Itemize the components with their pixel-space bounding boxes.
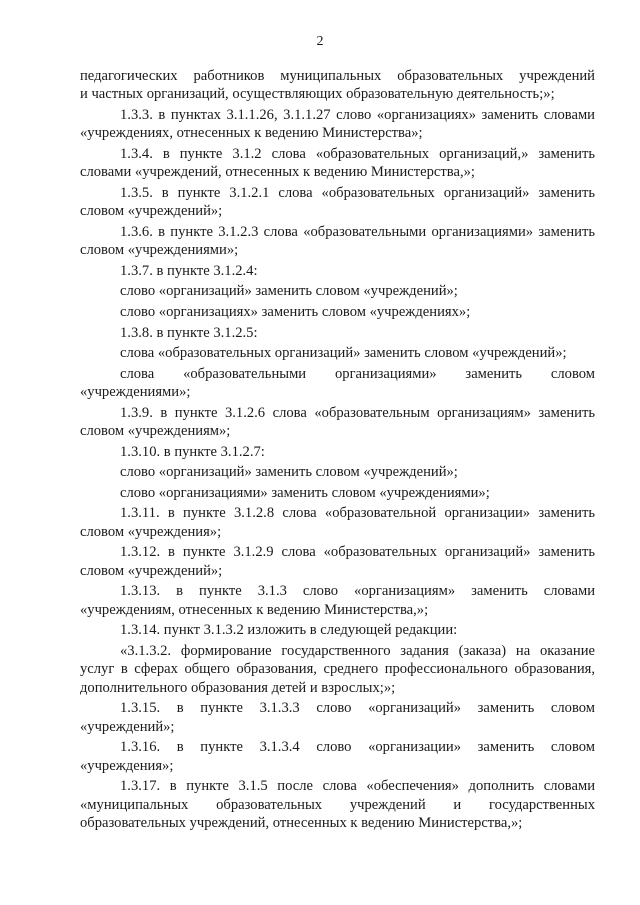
text-line: словом «учреждений»;: [80, 203, 223, 220]
text-line: 1.3.11. в пункте 3.1.2.8 слова «образовательной организации» заменить: [120, 505, 595, 522]
text-line: словом «учреждения»;: [80, 523, 222, 540]
text-line: 1.3.7. в пункте 3.1.2.4:: [120, 262, 258, 279]
text-line: 1.3.12. в пункте 3.1.2.9 слова «образовательных организаций» заменить: [120, 544, 595, 561]
text-line: 1.3.10. в пункте 3.1.2.7:: [120, 443, 265, 460]
text-line: «учреждениями»;: [80, 384, 191, 401]
text-line: «3.1.3.2. формирование государственного задания (заказа) на оказание: [120, 642, 595, 659]
text-line: 1.3.17. в пункте 3.1.5 после слова «обеспечения» дополнить словами: [120, 778, 595, 795]
text-line: образовательных учреждений, отнесенных к ведению Министерства,»;: [80, 814, 523, 831]
text-line: словом «учреждениями»;: [80, 242, 239, 259]
text-line: слово «организациями» заменить словом «учреждениями»;: [120, 484, 490, 501]
text-line: 1.3.5. в пункте 3.1.2.1 слова «образовательных организаций» заменить: [120, 184, 595, 201]
text-line: и частных организаций, осуществляющих образовательную деятельность;»;: [80, 86, 555, 103]
text-line: «учреждениям, отнесенных к ведению Министерства,»;: [80, 601, 429, 618]
document-body: [80, 67, 595, 832]
text-line: слова «образовательными организациями» заменить словом: [120, 365, 595, 382]
text-line: слово «организациях» заменить словом «учреждениях»;: [120, 304, 471, 320]
text-line: «учреждениях, отнесенных к ведению Министерства»;: [80, 125, 423, 142]
text-line: словом «учреждений»;: [80, 562, 223, 579]
text-line: словом «учреждениям»;: [80, 423, 231, 440]
text-line: слово «организаций» заменить словом «учреждений»;: [120, 464, 458, 481]
text-line: 1.3.13. в пункте 3.1.3 слово «организациям» заменить словами: [120, 583, 595, 600]
text-line: 1.3.3. в пунктах 3.1.1.26, 3.1.1.27 слово «организациях» заменить словами: [120, 106, 595, 123]
text-line: слова «образовательных организаций» заменить словом «учреждений»;: [120, 345, 567, 362]
text-line: «муниципальных образовательных учреждений и государственных: [80, 796, 595, 813]
page-number: 2: [316, 34, 324, 49]
text-line: «учреждения»;: [80, 757, 174, 774]
text-line: 1.3.9. в пункте 3.1.2.6 слова «образовательным организациям» заменить: [120, 404, 595, 421]
text-line: педагогических работников муниципальных образовательных учреждений: [80, 68, 595, 84]
text-line: дополнительного образования детей и взрослых;»;: [80, 679, 396, 696]
text-line: слово «организаций» заменить словом «учреждений»;: [120, 283, 458, 300]
text-line: «учреждений»;: [80, 718, 175, 735]
text-line: 1.3.4. в пункте 3.1.2 слова «образовательных организаций,» заменить: [120, 145, 595, 162]
text-line: 1.3.16. в пункте 3.1.3.4 слово «организации» заменить словом: [120, 739, 595, 756]
text-line: 1.3.15. в пункте 3.1.3.3 слово «организаций» заменить словом: [120, 700, 595, 717]
text-line: услуг в сферах общего образования, среднего профессионального образования,: [80, 661, 595, 678]
text-line: 1.3.8. в пункте 3.1.2.5:: [120, 324, 258, 341]
text-line: 1.3.6. в пункте 3.1.2.3 слова «образовательными организациями» заменить: [120, 223, 595, 240]
text-line: словами «учреждений, отнесенных к ведению Министерства,»;: [80, 164, 475, 181]
text-line: 1.3.14. пункт 3.1.3.2 изложить в следующей редакции:: [120, 622, 458, 639]
